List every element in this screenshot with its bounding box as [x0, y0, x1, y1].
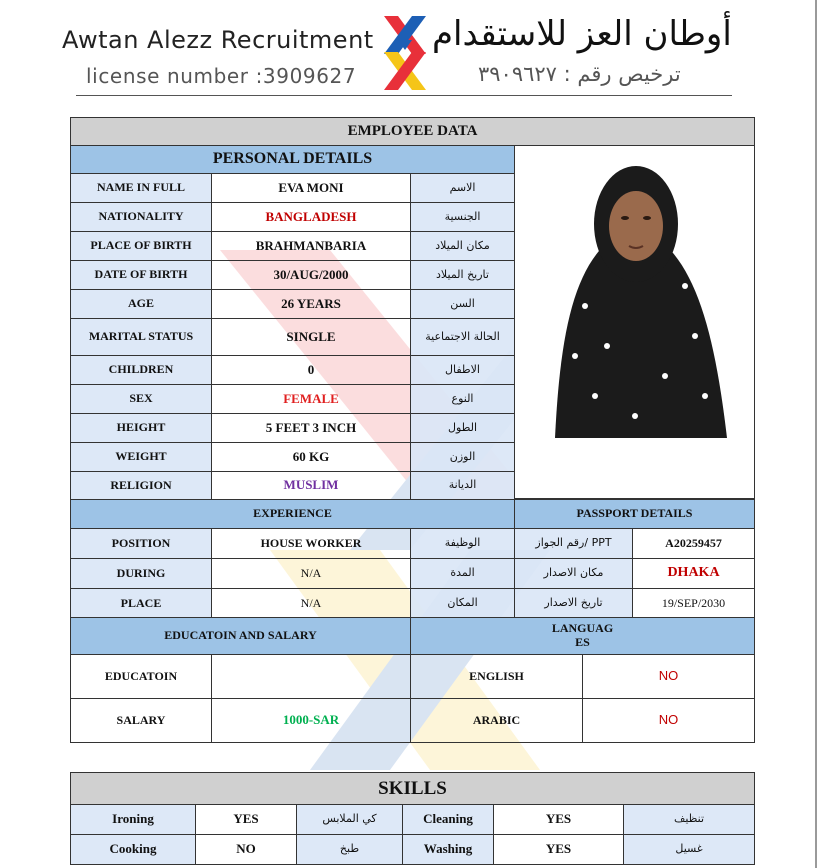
company-logo	[378, 10, 432, 96]
personal-label: WEIGHT	[70, 442, 212, 472]
personal-value: MUSLIM	[211, 471, 411, 500]
personal-value: BANGLADESH	[211, 202, 411, 232]
experience-label-arabic: المدة	[410, 558, 515, 589]
passport-value: DHAKA	[632, 558, 755, 589]
personal-value: EVA MONI	[211, 173, 411, 203]
personal-label: SEX	[70, 384, 212, 414]
personal-value: FEMALE	[211, 384, 411, 414]
experience-label: POSITION	[70, 528, 212, 559]
personal-label-arabic: النوع	[410, 384, 515, 414]
skill-label: Ironing	[70, 804, 196, 835]
skill-label-arabic: طبخ	[296, 834, 403, 865]
personal-label-arabic: الطول	[410, 413, 515, 443]
experience-label-arabic: المكان	[410, 588, 515, 619]
license-number-arabic: ترخيص رقم : ٣٩٠٩٦٢٧	[478, 62, 681, 86]
personal-label: NAME IN FULL	[70, 173, 212, 203]
salary-value: 1000-SAR	[211, 698, 411, 743]
languages-heading-line1: LANGUAG	[551, 621, 614, 636]
personal-label-arabic: الحالة الاجتماعية	[410, 318, 515, 356]
personal-label: CHILDREN	[70, 355, 212, 385]
personal-label-arabic: الاسم	[410, 173, 515, 203]
education-salary-heading: EDUCATOIN AND SALARY	[70, 617, 411, 655]
personal-value: 0	[211, 355, 411, 385]
personal-label-arabic: الجنسية	[410, 202, 515, 232]
experience-value: HOUSE WORKER	[211, 528, 411, 559]
skill-value: YES	[493, 834, 624, 865]
personal-value: 60 KG	[211, 442, 411, 472]
skill-label-arabic: غسيل	[623, 834, 755, 865]
personal-value: 5 FEET 3 INCH	[211, 413, 411, 443]
skills-heading: SKILLS	[70, 772, 755, 805]
passport-details-heading: PASSPORT DETAILS	[514, 499, 755, 529]
language-value-arabic: NO	[582, 698, 755, 743]
skill-label: Cooking	[70, 834, 196, 865]
personal-label: HEIGHT	[70, 413, 212, 443]
personal-value: SINGLE	[211, 318, 411, 356]
personal-value: 30/AUG/2000	[211, 260, 411, 290]
personal-label-arabic: الديانة	[410, 471, 515, 500]
skill-label: Cleaning	[402, 804, 494, 835]
personal-label: RELIGION	[70, 471, 212, 500]
passport-label: تاريخ الاصدار	[514, 588, 633, 619]
personal-label-arabic: السن	[410, 289, 515, 319]
language-label-arabic: ARABIC	[410, 698, 583, 743]
passport-value: 19/SEP/2030	[632, 588, 755, 619]
personal-value: 26 YEARS	[211, 289, 411, 319]
brand-name-arabic: أوطان العز للاستقدام	[432, 14, 732, 54]
skill-value: YES	[493, 804, 624, 835]
license-number-english: license number :3909627	[86, 64, 357, 88]
photo-frame	[514, 145, 755, 499]
education-label: EDUCATOIN	[70, 654, 212, 699]
experience-label-arabic: الوظيفة	[410, 528, 515, 559]
languages-heading	[410, 617, 755, 655]
brand-name-english: Awtan Alezz Recruitment	[62, 26, 374, 54]
employee-data-title: EMPLOYEE DATA	[70, 117, 755, 146]
personal-label-arabic: الاطفال	[410, 355, 515, 385]
personal-value: BRAHMANBARIA	[211, 231, 411, 261]
personal-label: NATIONALITY	[70, 202, 212, 232]
personal-label: AGE	[70, 289, 212, 319]
experience-label: PLACE	[70, 588, 212, 619]
personal-label-arabic: مكان الميلاد	[410, 231, 515, 261]
experience-value: N/A	[211, 558, 411, 589]
personal-label-arabic: تاريخ الميلاد	[410, 260, 515, 290]
language-label-english: ENGLISH	[410, 654, 583, 699]
languages-heading-line2: ES	[575, 635, 590, 649]
skill-label-arabic: تنظيف	[623, 804, 755, 835]
personal-label: DATE OF BIRTH	[70, 260, 212, 290]
experience-heading: EXPERIENCE	[70, 499, 515, 529]
personal-details-heading: PERSONAL DETAILS	[70, 145, 515, 174]
experience-label: DURING	[70, 558, 212, 589]
personal-label: MARITAL STATUS	[70, 318, 212, 356]
candidate-photo	[515, 146, 754, 498]
education-value	[211, 654, 411, 699]
skill-value: YES	[195, 804, 297, 835]
passport-label: PPT /رقم الجواز	[514, 528, 633, 559]
experience-value: N/A	[211, 588, 411, 619]
salary-label: SALARY	[70, 698, 212, 743]
language-value-english: NO	[582, 654, 755, 699]
skill-label: Washing	[402, 834, 494, 865]
personal-label-arabic: الوزن	[410, 442, 515, 472]
personal-label: PLACE OF BIRTH	[70, 231, 212, 261]
passport-label: مكان الاصدار	[514, 558, 633, 589]
passport-value: A20259457	[632, 528, 755, 559]
skill-label-arabic: كي الملابس	[296, 804, 403, 835]
skill-value: NO	[195, 834, 297, 865]
